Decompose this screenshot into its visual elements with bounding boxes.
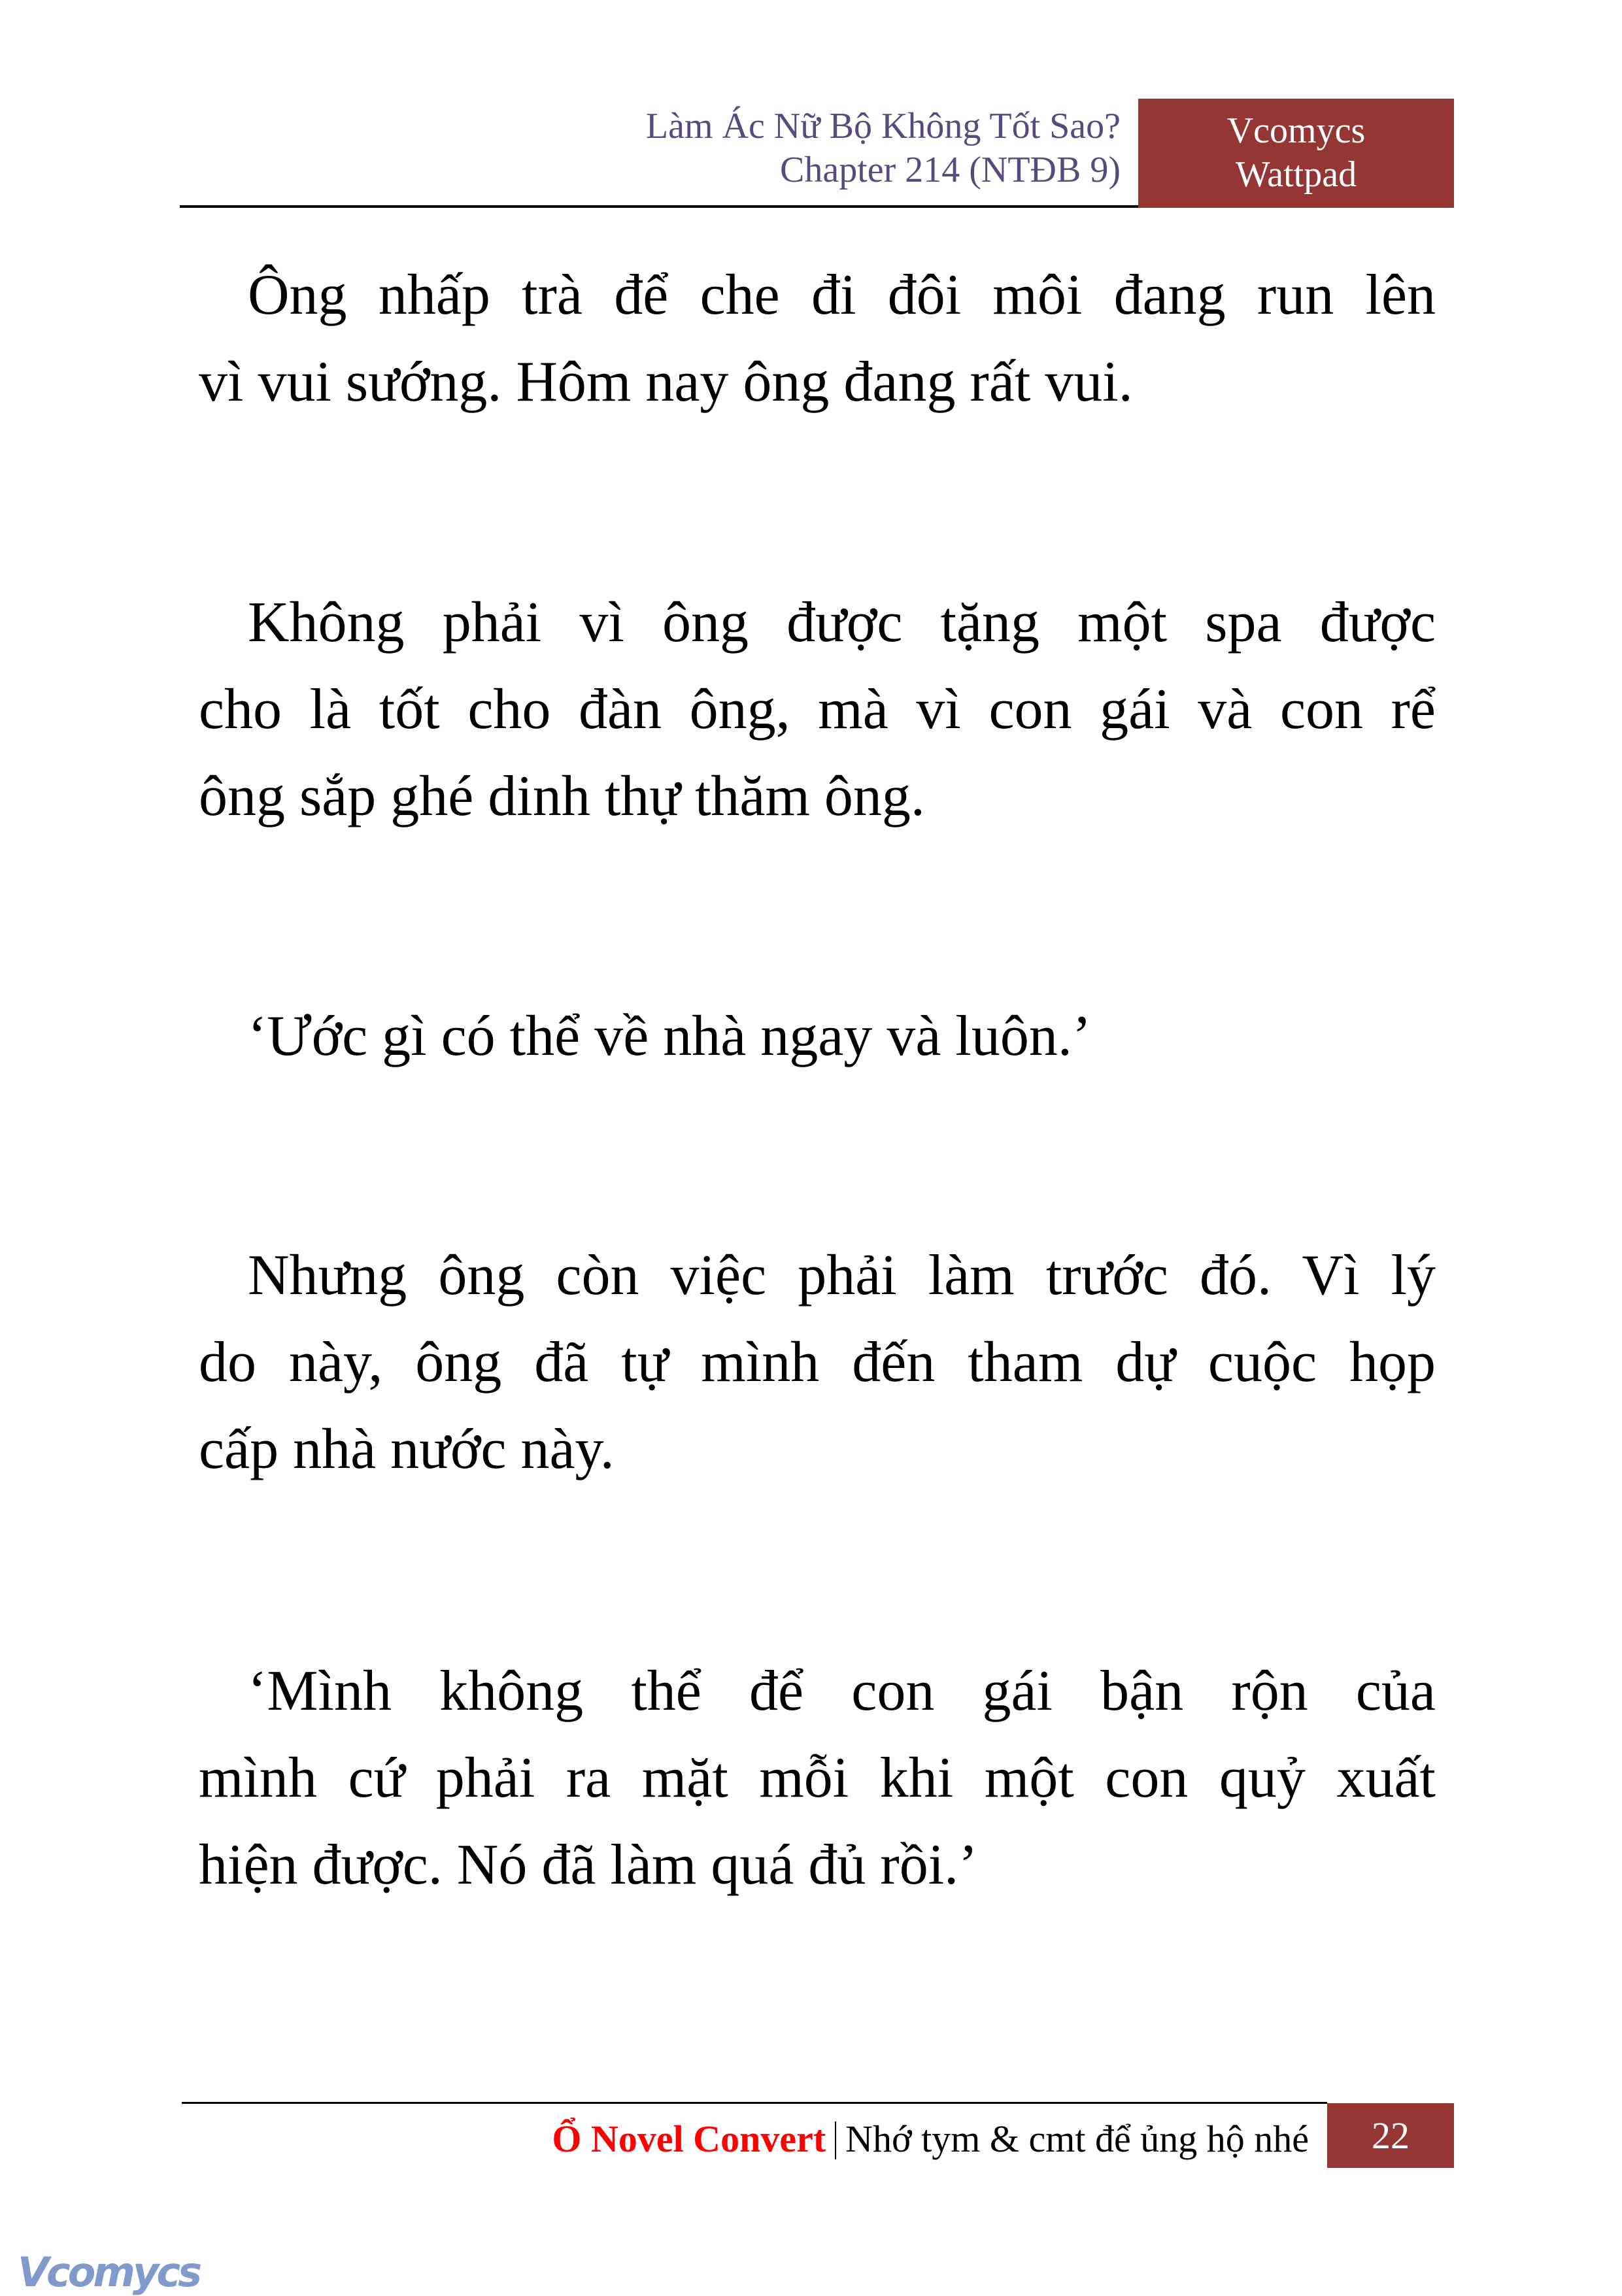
text-line: Không phải vì ông được tặng một spa được	[248, 591, 1436, 654]
text-line: Ông nhấp trà để che đi đôi môi đang run lên	[248, 263, 1436, 327]
chapter-title: Chapter 214 (NTĐB 9)	[779, 150, 1121, 190]
paragraph	[199, 1648, 1436, 1908]
header-divider	[180, 205, 1138, 208]
footer-note: Nhớ tym & cmt để ủng hộ nhé	[845, 2118, 1309, 2160]
paragraph	[199, 579, 1436, 840]
footer-separator	[835, 2121, 836, 2159]
text-line: ‘Mình không thể để con gái bận rộn của	[248, 1659, 1436, 1723]
text-line: ‘Ước gì có thể về nhà ngay và luôn.’	[248, 1005, 1092, 1068]
paragraph	[199, 993, 1436, 1080]
book-title: Làm Ác Nữ Bộ Không Tốt Sao?	[645, 106, 1121, 146]
text-line: cho là tốt cho đàn ông, mà vì con gái và con rể	[199, 678, 1436, 741]
footer-divider	[182, 2102, 1327, 2104]
text-line: mình cứ phải ra mặt mỗi khi một con quỷ xuất	[199, 1746, 1436, 1810]
text-line: cấp nhà nước này.	[199, 1418, 615, 1481]
text-line: Nhưng ông còn việc phải làm trước đó. Vì lý	[248, 1244, 1436, 1307]
footer-brand: Ổ Novel Convert	[552, 2118, 826, 2160]
badge-line-1: Vcomycs	[1226, 110, 1366, 151]
watermark-logo: Vcomycs	[18, 2248, 200, 2296]
text-line: do này, ông đã tự mình đến tham dự cuộc họp	[199, 1331, 1436, 1394]
header-badge	[1138, 99, 1454, 208]
text-line: vì vui sướng. Hôm nay ông đang rất vui.	[199, 350, 1133, 414]
paragraph	[199, 252, 1436, 425]
footer-text	[552, 2116, 1309, 2162]
page-number: 22	[1327, 2103, 1454, 2168]
header-title	[646, 105, 1121, 192]
text-line: ông sắp ghé dinh thự thăm ông.	[199, 765, 925, 828]
text-line: hiện được. Nó đã làm quá đủ rồi.’	[199, 1833, 978, 1897]
badge-line-2: Wattpad	[1235, 154, 1357, 195]
paragraph	[199, 1232, 1436, 1493]
